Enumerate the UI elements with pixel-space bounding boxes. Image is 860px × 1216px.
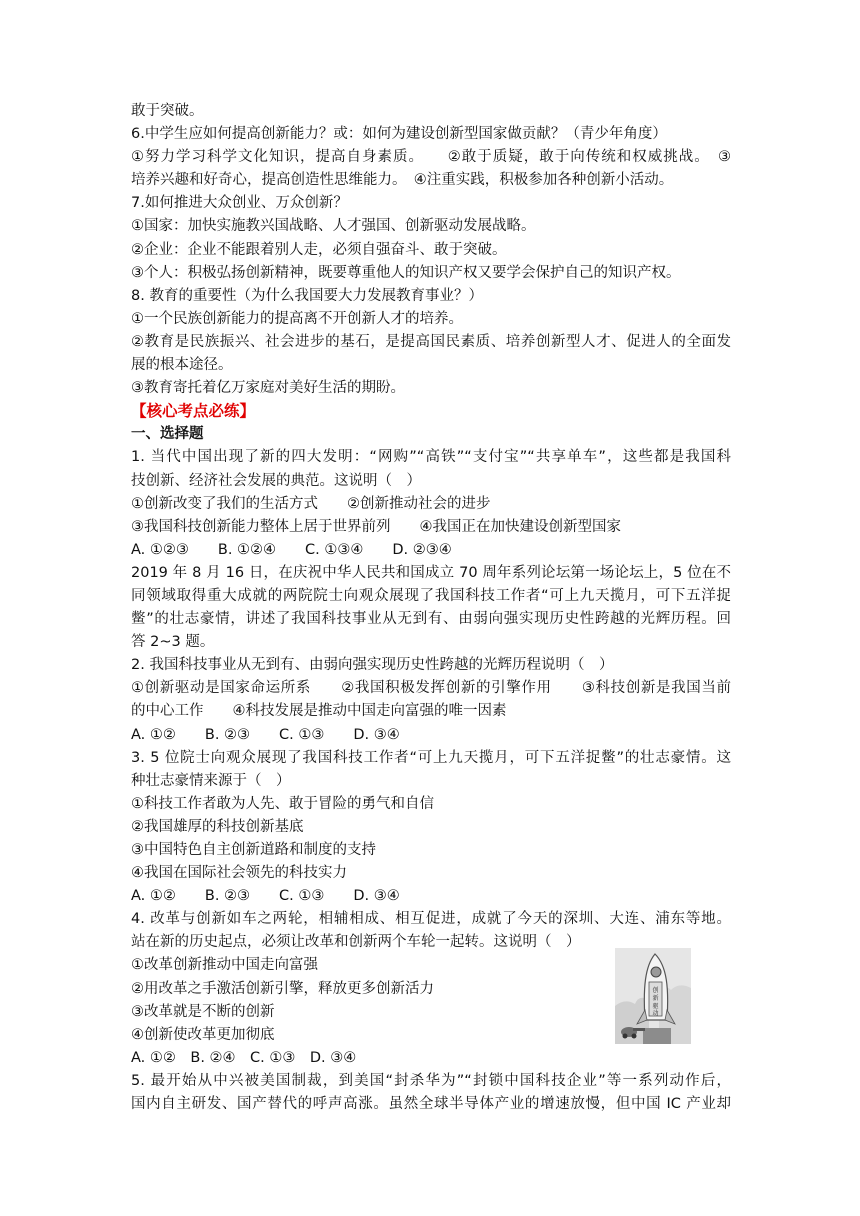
text-line: A. ①② B. ②③ C. ①③ D. ③④ — [131, 888, 400, 905]
text-line: 敢于突破。 — [131, 103, 204, 119]
text-line: 7.如何推进大众创业、万众创新？ — [131, 195, 348, 212]
text-line: ③改革就是不断的创新 — [131, 1003, 275, 1020]
text-line: ①国家：加快实施教兴国战略、人才强国、创新驱动发展战略。 — [131, 218, 536, 235]
text-line: ②企业：企业不能跟着别人走，必须自强奋斗、敢于突破。 — [131, 241, 507, 258]
text-line: 站在新的历史起点，必须让改革和创新两个车轮一起转。这说明（ ） — [131, 934, 581, 951]
text-line: 国内自主研发、国产替代的呼声高涨。虽然全球半导体产业的增速放慢，但中国 IC 产业却 — [131, 1096, 731, 1113]
subsection-heading: 一、选择题 — [131, 426, 204, 443]
text-line: ③中国特色自主创新道路和制度的支持 — [131, 842, 376, 858]
text-line: 5. 最开始从中兴被美国制裁，到美国“封杀华为”“封锁中国科技企业”等一系列动作后， — [131, 1072, 731, 1089]
text-line: 答 2~3 题。 — [131, 634, 215, 651]
text-line: ②教育是民族振兴、社会进步的基石，是提高国民素质、培养创新型人才、促进人的全面发 — [131, 333, 731, 350]
text-line: 4. 改革与创新如车之两轮，相辅相成、相互促进，成就了今天的深圳、大连、浦东等地。 — [131, 911, 731, 928]
text-line: 2019 年 8 月 16 日，在庆祝中华人民共和国成立 70 周年系列论坛第一场论坛上，5 位在不 — [131, 564, 731, 581]
text-line: 种壮志豪情来源于（ ） — [131, 772, 291, 789]
text-line: ④我国在国际社会领先的科技实力 — [131, 865, 347, 882]
text-line: 展的根本途径。 — [131, 357, 233, 374]
text-line: ①改革创新推动中国走向富强 — [131, 957, 318, 974]
text-line: ③个人：积极弘扬创新精神，既要尊重他人的知识产权又要学会保护自己的知识产权。 — [131, 264, 681, 281]
text-line: A. ①② B. ②④ C. ①③ D. ③④ — [131, 1049, 357, 1066]
text-line: 鳖”的壮志豪情，讲述了我国科技事业从无到有、由弱向强实现历史性跨越的光辉历程。回 — [131, 611, 731, 628]
rocket-cartoon-illustration — [615, 948, 691, 1044]
text-line: ①努力学习科学文化知识，提高自身素质。 ②敢于质疑，敢于向传统和权威挑战。 ③ — [131, 149, 731, 166]
text-line: 培养兴趣和好奇心，提高创造性思维能力。 ④注重实践，积极参加各种创新小活动。 — [131, 172, 674, 189]
section-heading: 【核心考点必练】 — [131, 402, 256, 421]
text-line: ①科技工作者敢为人先、敢于冒险的勇气和自信 — [131, 795, 434, 812]
rocket-sign-char-2: 新 — [652, 995, 659, 1002]
text-line: ②用改革之手激活创新引擎，释放更多创新活力 — [131, 980, 434, 997]
text-line: ①一个民族创新能力的提高离不开创新人才的培养。 — [131, 310, 463, 327]
text-line: A. ①②③ B. ①②④ C. ①③④ D. ②③④ — [131, 541, 452, 558]
text-line: 2. 我国科技事业从无到有、由弱向强实现历史性跨越的光辉历程说明（ ） — [131, 657, 614, 674]
text-line: A. ①② B. ②③ C. ①③ D. ③④ — [131, 726, 400, 743]
text-line: 8. 教育的重要性（为什么我国要大力发展教育事业？） — [131, 287, 483, 304]
text-line: 技创新、经济社会发展的典范。这说明（ ） — [131, 472, 421, 489]
text-line: ④创新使改革更加彻底 — [131, 1026, 275, 1043]
text-line: ②我国雄厚的科技创新基底 — [131, 818, 304, 835]
text-line: ①创新改变了我们的生活方式 ②创新推动社会的进步 — [131, 495, 491, 512]
rocket-sign-char-1: 创 — [652, 987, 659, 994]
text-line: ③我国科技创新能力整体上居于世界前列 ④我国正在加快建设创新型国家 — [131, 518, 621, 535]
text-line: 同领域取得重大成就的两院院士向观众展现了我国科技工作者“可上九天揽月，可下五洋捉 — [131, 587, 731, 604]
text-line: 的中心工作 ④科技发展是推动中国走向富强的唯一因素 — [131, 703, 507, 720]
text-line: ①创新驱动是国家命运所系 ②我国积极发挥创新的引擎作用 ③科技创新是我国当前 — [131, 680, 731, 697]
rocket-sign-char-4: 动 — [652, 1010, 659, 1017]
text-line: 6.中学生应如何提高创新能力？或：如何为建设创新型国家做贡献？（青少年角度） — [131, 126, 667, 143]
text-line: ③教育寄托着亿万家庭对美好生活的期盼。 — [131, 380, 405, 397]
text-line: 3. 5 位院士向观众展现了我国科技工作者“可上九天揽月，可下五洋捉鳖”的壮志豪情。这 — [131, 749, 731, 766]
rocket-sign-char-3: 驱 — [652, 1003, 659, 1010]
text-line: 1. 当代中国出现了新的四大发明：“网购”“高铁”“支付宝”“共享单车”，这些都是我国科 — [131, 449, 731, 466]
